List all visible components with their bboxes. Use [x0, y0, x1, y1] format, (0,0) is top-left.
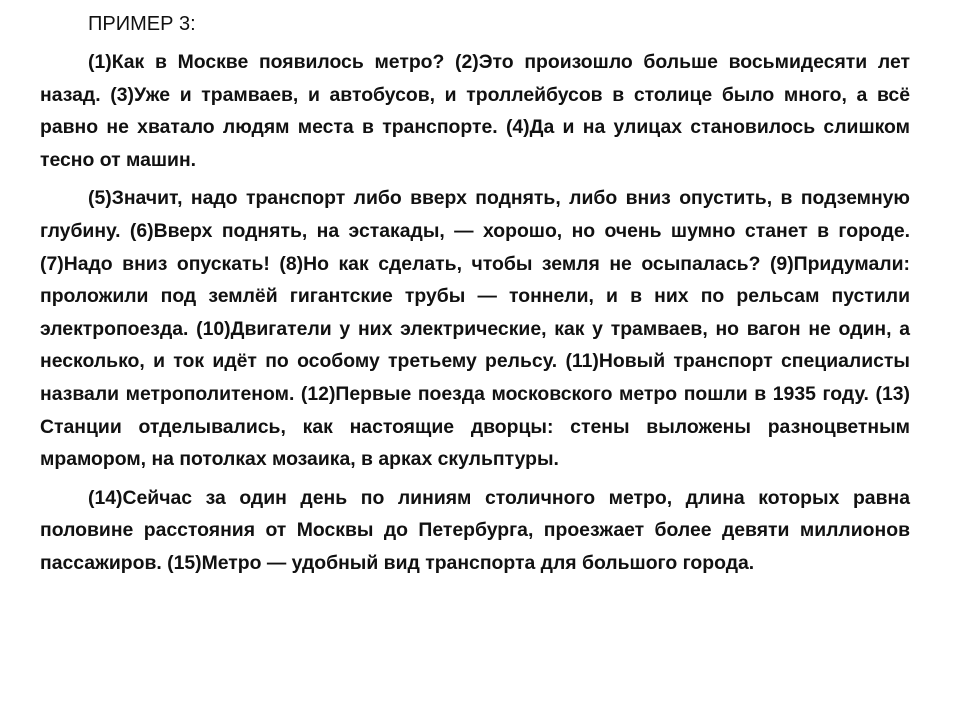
- paragraph-2: (5)Значит, надо транспорт либо вверх поднять, либо вниз опустить, в подземную глубину. (6)Вверх поднять, на эстакады, — хорошо, но очень шумно станет в городе. (7)Надо вниз опускать! (8)Но как сделать, чтобы земля не осыпалась? (9)Придумали: проложили под землёй гигантские трубы — тоннели, и в них по рельсам пустили электропоезда. (10)Двигатели у них электрические, как у трамваев, но вагон не один, а несколько, и ток идёт по особому третьему рельсу. (11)Новый транспорт специалисты назвали метрополитеном. (12)Первые поезда московского метро пошли в 1935 году. (13) Станции отделывались, как настоящие дворцы: стены выложены разноцветным мрамором, на потолках мозаика, в арках скульптуры.: [40, 187, 910, 471]
- paragraph-1: (1)Как в Москве появилось метро? (2)Это произошло больше восьмидесяти лет назад. (3)Уже и трамваев, и автобусов, и троллейбусов в столице было много, а всё равно не хватало людям места в транспорте. (4)Да и на улицах становилось слишком тесно от машин.: [40, 51, 910, 171]
- example-heading: ПРИМЕР 3:: [88, 13, 196, 35]
- document-page: [40, 8, 910, 586]
- paragraph-3: (14)Сейчас за один день по линиям столичного метро, длина которых равна половине расстояния от Москвы до Петербурга, проезжает более девяти миллионов пассажиров. (15)Метро — удобный вид транспорта для большого города.: [40, 486, 910, 574]
